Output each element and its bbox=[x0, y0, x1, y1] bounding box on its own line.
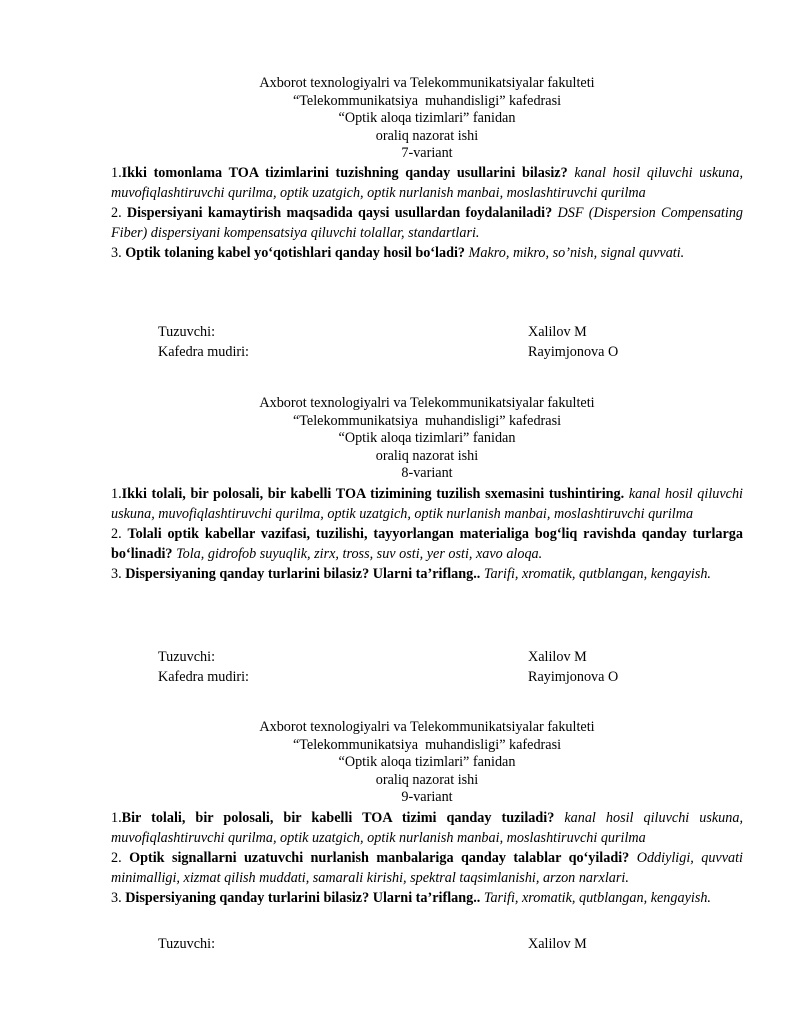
answer-text: Makro, mikro, so’nish, signal quvvati. bbox=[465, 245, 685, 261]
signature-role: Kafedra mudiri: bbox=[158, 669, 249, 685]
subject-line: “Optik aloqa tizimlari” fanidan bbox=[338, 110, 516, 126]
variant-7-questions bbox=[111, 163, 743, 263]
question-item bbox=[111, 203, 743, 243]
signature-row bbox=[111, 342, 743, 362]
variant-label: 8-variant bbox=[401, 465, 453, 481]
question-text: Dispersiyani kamaytirish maqsadida qaysi usullardan foydalaniladi? bbox=[126, 205, 553, 221]
signature-row bbox=[111, 322, 743, 342]
department-line: “Telekommunikatsiya muhandisligi” kafedrasi bbox=[292, 92, 562, 109]
question-number: 1. bbox=[111, 165, 122, 181]
signature-name: Xalilov M bbox=[528, 649, 587, 665]
question-item bbox=[111, 484, 743, 524]
variant-9-header bbox=[111, 719, 743, 807]
question-text: Ikki tomonlama TOA tizimlarini tuzishning qanday usullarini bilasiz? bbox=[121, 165, 568, 181]
faculty-line: Axborot texnologiyalri va Telekommunikatsiyalar fakulteti bbox=[259, 75, 595, 91]
question-text: Optik tolaning kabel yo‘qotishlari qanday hosil bo‘ladi? bbox=[125, 245, 465, 261]
question-number: 2. bbox=[111, 850, 130, 866]
question-number: 3. bbox=[111, 245, 126, 261]
answer-text: kanal hosil qiluvchi uskuna, muvofiqlashtiruvchi qurilma, optik uzatgich, optik nurlanish manbai, moslashtiruvchi qurilma bbox=[111, 810, 743, 846]
faculty-line: Axborot texnologiyalri va Telekommunikatsiyalar fakulteti bbox=[259, 719, 595, 735]
signature-role: Kafedra mudiri: bbox=[158, 344, 249, 360]
signature-name: Xalilov M bbox=[528, 936, 587, 952]
question-number: 3. bbox=[111, 890, 126, 906]
variant-9-signatures bbox=[111, 934, 743, 954]
question-item bbox=[111, 888, 743, 908]
question-item bbox=[111, 524, 743, 564]
exam-line: oraliq nazorat ishi bbox=[375, 447, 479, 464]
question-item bbox=[111, 848, 743, 888]
signature-role: Tuzuvchi: bbox=[158, 936, 216, 952]
question-text: Bir tolali, bir polosali, bir kabelli TOA tizimi qanday tuziladi? bbox=[121, 810, 555, 826]
signature-row bbox=[111, 647, 743, 667]
exam-line: oraliq nazorat ishi bbox=[375, 771, 479, 788]
answer-text: kanal hosil qiluvchi uskuna, muvofiqlashtiruvchi qurilma, optik uzatgich, optik nurlanish manbai, moslashtiruvchi qurilma bbox=[111, 165, 743, 201]
variant-8-header bbox=[111, 395, 743, 483]
signature-row bbox=[111, 667, 743, 687]
department-line: “Telekommunikatsiya muhandisligi” kafedrasi bbox=[292, 412, 562, 429]
signature-role: Tuzuvchi: bbox=[158, 649, 216, 665]
question-text: Ikki tolali, bir polosali, bir kabelli TOA tizimining tuzilish sxemasini tushintiring. bbox=[121, 486, 625, 502]
answer-text: Tarifi, xromatik, qutblangan, kengayish. bbox=[480, 566, 711, 582]
answer-text: Tola, gidrofob suyuqlik, zirx, tross, suv osti, yer osti, xavo aloqa. bbox=[172, 546, 543, 562]
department-line: “Telekommunikatsiya muhandisligi” kafedrasi bbox=[292, 736, 562, 753]
answer-text: Oddiyligi, quvvati minimalligi, xizmat qilish muddati, samarali kirishi, spektral taqsimlanishi, arzon narxlari. bbox=[111, 850, 743, 886]
question-text: Optik signallarni uzatuvchi nurlanish manbalariga qanday talablar qo‘yiladi? bbox=[129, 850, 630, 866]
variant-label: 9-variant bbox=[401, 789, 453, 805]
signature-role: Tuzuvchi: bbox=[158, 324, 216, 340]
variant-7-header bbox=[111, 75, 743, 163]
variant-8-questions bbox=[111, 484, 743, 584]
answer-text: DSF (Dispersion Compensating Fiber) dispersiyani kompensatsiya qiluvchi tolallar, standartlari. bbox=[111, 205, 744, 241]
variant-8-signatures bbox=[111, 647, 743, 687]
question-number: 3. bbox=[111, 566, 126, 582]
question-text: Dispersiyaning qanday turlarini bilasiz? Ularni ta’riflang.. bbox=[125, 566, 481, 582]
question-number: 1. bbox=[111, 810, 122, 826]
subject-line: “Optik aloqa tizimlari” fanidan bbox=[338, 754, 516, 770]
faculty-line: Axborot texnologiyalri va Telekommunikatsiyalar fakulteti bbox=[259, 395, 595, 411]
question-item bbox=[111, 564, 743, 584]
signature-name: Xalilov M bbox=[528, 324, 587, 340]
variant-7-signatures bbox=[111, 322, 743, 362]
answer-text: Tarifi, xromatik, qutblangan, kengayish. bbox=[480, 890, 711, 906]
question-item bbox=[111, 243, 743, 263]
variant-label: 7-variant bbox=[401, 145, 453, 161]
subject-line: “Optik aloqa tizimlari” fanidan bbox=[338, 430, 516, 446]
signature-name: Rayimjonova O bbox=[528, 669, 619, 685]
signature-row bbox=[111, 934, 743, 954]
question-text: Tolali optik kabellar vazifasi, tuzilishi, tayyorlangan materialiga bog‘liq ravishda qanday turlarga bo‘linadi? bbox=[111, 526, 743, 562]
question-item bbox=[111, 808, 743, 848]
question-number: 2. bbox=[111, 526, 128, 542]
variant-9-questions bbox=[111, 808, 743, 908]
question-number: 1. bbox=[111, 486, 122, 502]
question-item bbox=[111, 163, 743, 203]
exam-line: oraliq nazorat ishi bbox=[375, 127, 479, 144]
question-number: 2. bbox=[111, 205, 127, 221]
question-text: Dispersiyaning qanday turlarini bilasiz? Ularni ta’riflang.. bbox=[125, 890, 481, 906]
answer-text: kanal hosil qiluvchi uskuna, muvofiqlashtiruvchi qurilma, optik uzatgich, optik nurlanish manbai, moslashtiruvchi qurilma bbox=[111, 486, 743, 522]
signature-name: Rayimjonova O bbox=[528, 344, 619, 360]
